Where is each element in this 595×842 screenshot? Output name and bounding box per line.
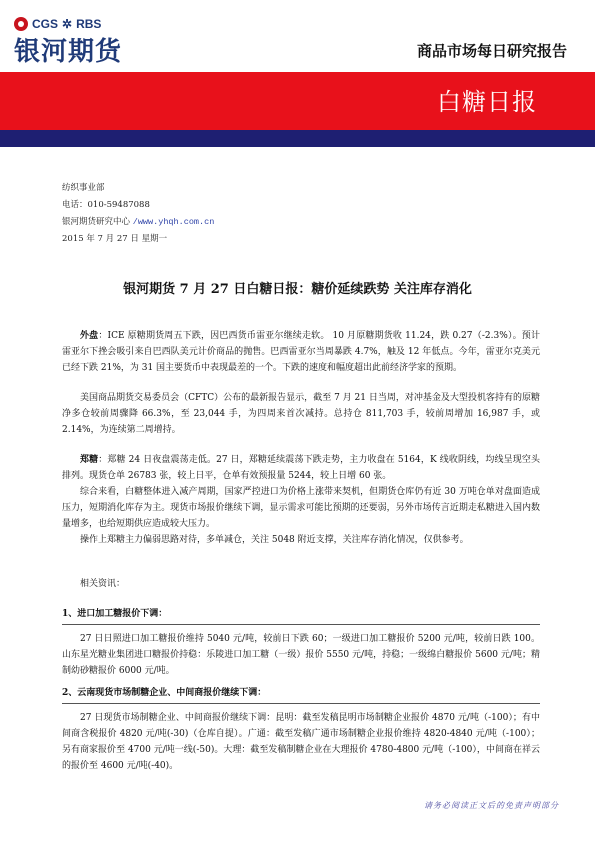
report-type-title: 白糖日报: [437, 89, 537, 116]
contact-block: [62, 180, 214, 248]
disclaimer-note: 请务必阅读正文后的免责声明部分: [424, 801, 559, 810]
lead-zhengzhou: 郑糖: [80, 455, 99, 465]
paragraph-strategy: 操作上郑糖主力偏弱思路对待，多单减仓，关注 5048 附近支撑，关注库存消化情况，仅供参考。: [80, 535, 469, 545]
paragraph-summary: 综合来看，白糖整体进入减产周期，国家严控进口为价格上涨带来契机，但期货仓库仍有近 30 万吨仓单对盘面造成压力，短期消化库存为主。现货市场报价继续下调，显示需求可能比预期的还要弱，另外市场传言近期走私糖进入国内数量增多，也给短期供应造成较大压力。: [62, 487, 540, 529]
header-navy-band: [0, 130, 595, 147]
cgs-logo-icon: [14, 17, 28, 31]
section-2-text: 27 日现货市场制糖企业、中间商报价继续下调：昆明：截至发稿昆明市场制糖企业报价 4870 元/吨（-100）；有中间商含税报价 4820 元/吨(-30)（仓库自提）。广通：截至发稿广通市场制糖企业报价维持 4820-4840 元/吨（-100）；另有商家报价至 4700 元/吨一线(-50)。大理：截至发稿制糖企业在大理报价 4780-4800 元/吨（-100），中间商在祥云的报价至 4600 元/吨(-40)。: [62, 713, 540, 771]
website-line: [62, 214, 214, 231]
logo-rbs-text: RBS: [76, 17, 102, 31]
section-2-title: 2、云南现货市场制糖企业、中间商报价继续下调：: [62, 688, 267, 698]
site-label: 银河期货研究中心: [62, 217, 131, 227]
company-logo: [14, 14, 164, 66]
document-title: 银河期货 7 月 27 日白糖日报：糖价延续跌势 关注库存消化: [123, 282, 472, 297]
lead-external-market: 外盘: [80, 331, 99, 341]
logo-cgs-text: CGS: [32, 17, 59, 31]
site-url-link[interactable]: /www.yhqh.com.cn: [132, 217, 215, 227]
paragraph-external-market: 外盘：ICE 原糖期货周五下跌，因巴西货币雷亚尔继续走软。 10 月原糖期货收 11.24，跌 0.27（-2.3%）。预计雷亚尔下挫会吸引来自巴西队美元计价商品的抛售。巴西雷亚尔当周暴跌 4.7%，触及 12 年低点。今年，雷亚尔克美元已经下跌 21%，为 31 国主要货币中表现最差的一个。下跌的速度和幅度超出此前经济学家的预期。: [62, 331, 540, 373]
section-1-title: 1、进口加工糖报价下调：: [62, 609, 168, 619]
header-red-band: [0, 72, 595, 130]
logo-brand-row: [14, 14, 164, 34]
related-heading: 相关资讯：: [80, 579, 126, 589]
phone: 电话：010-59487088: [62, 200, 150, 210]
document-body: [62, 328, 540, 774]
rbs-logo-icon: ✲: [62, 17, 73, 31]
section-1-text: 27 日日照进口加工糖报价维持 5040 元/吨，较前日下跌 60；一级进口加工糖报价 5200 元/吨，较前日跌 100。山东星光糖业集团进口糖报价持稳：乐陵进口加工糖（一级）报价 5550 元/吨，持稳；一级绵白糖报价 5600 元/吨；精制幼砂糖报价 6000 元/吨。: [62, 634, 540, 676]
report-series-title: 商品市场每日研究报告: [416, 43, 567, 60]
logo-cn-name: 银河期货: [14, 36, 123, 66]
section-1-divider: [62, 624, 540, 625]
paragraph-zhengzhou: 郑糖：郑糖 24 日夜盘震荡走低。27 日，郑糖延续震荡下跌走势，主力收盘在 5164，K 线收阴线，均线呈现空头排列。现货仓单 26783 张，较上日平，仓单有效预报量 5244，较上日增 60 张。: [62, 455, 540, 481]
report-date: 2015 年 7 月 27 日 星期一: [62, 234, 168, 244]
section-2-divider: [62, 703, 540, 704]
paragraph-cftc: 美国商品期货交易委员会（CFTC）公布的最新报告显示，截至 7 月 21 日当周，对冲基金及大型投机客持有的原糖净多仓较前周骤降 66.3%，至 23,044 手，为四周来首次减持。总持仓 811,703 手，较前周增加 16,987 手，或 2.14%，为连续第二周增持。: [62, 393, 540, 435]
department: 纺织事业部: [62, 183, 105, 193]
